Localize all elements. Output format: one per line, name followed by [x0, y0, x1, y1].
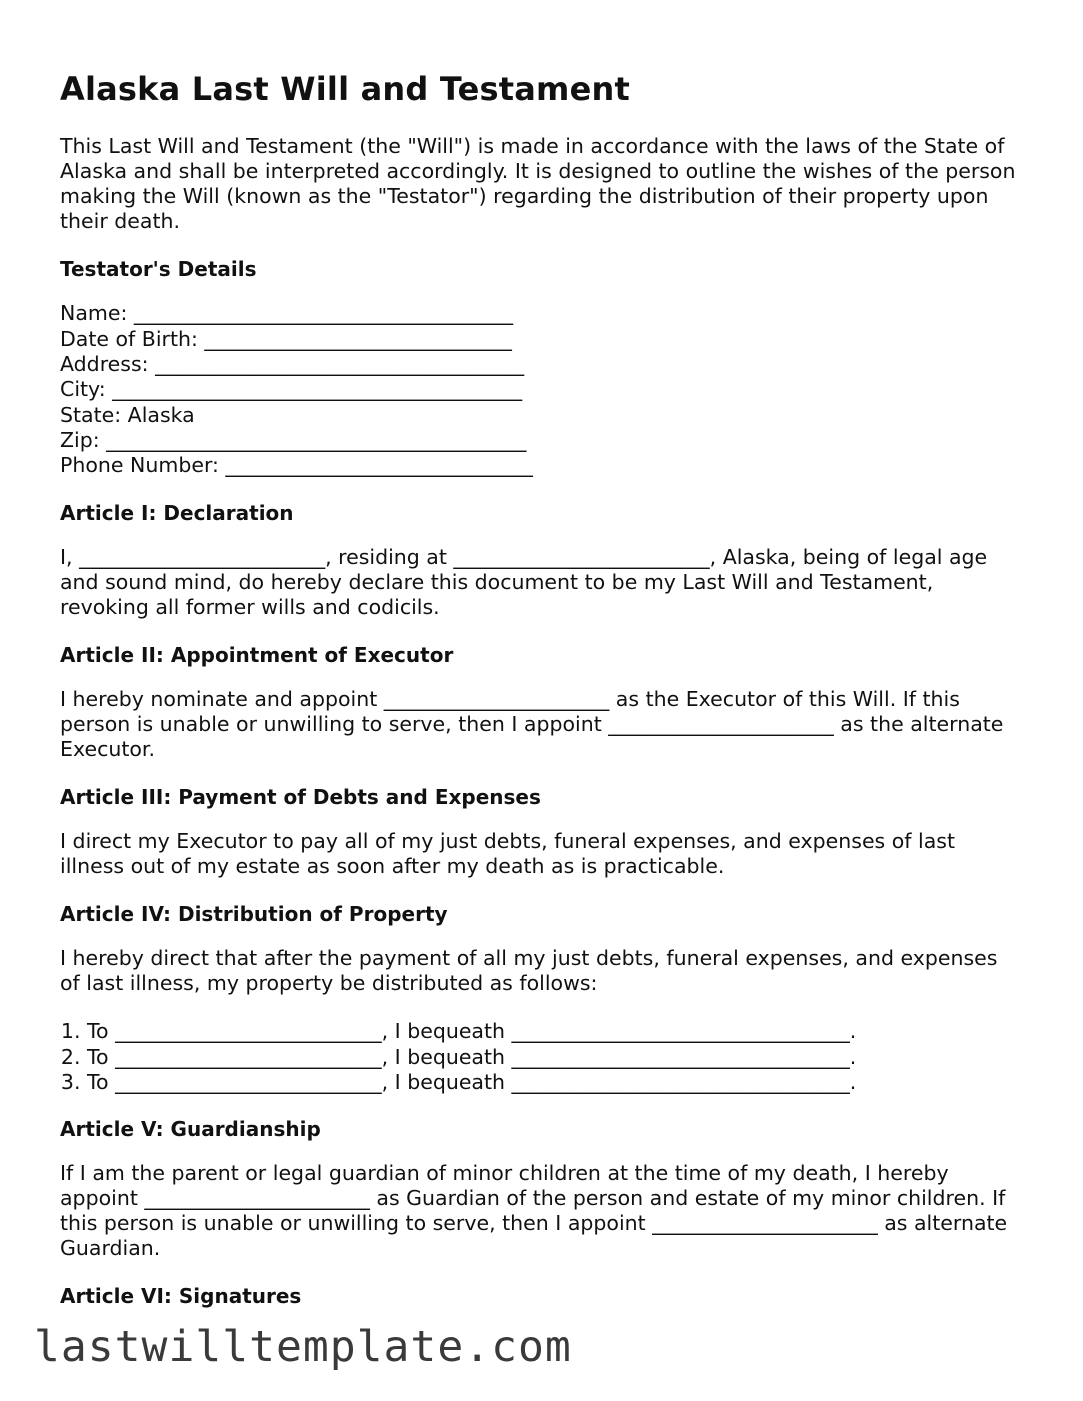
- state-field: State: Alaska: [60, 402, 195, 427]
- phone-field: Phone Number: ______________________________: [60, 453, 533, 478]
- dob-field: Date of Birth: ______________________________: [60, 326, 512, 351]
- watermark: lastwilltemplate.com: [34, 1322, 572, 1372]
- intro-paragraph: This Last Will and Testament (the "Will") is made in accordance with the laws of the State of Alaska and shall be interpreted accordingly. It is designed to outline the wishes of the person making the Will (known as the "Testator") regarding the distribution of their property upon their death.: [60, 134, 1016, 234]
- bequest-item: 2. To __________________________, I bequeath _________________________________.: [87, 1045, 1020, 1070]
- testator-details: [60, 301, 1020, 478]
- article-6-heading: Article VI: Signatures: [60, 1284, 302, 1309]
- article-3-heading: Article III: Payment of Debts and Expenses: [60, 785, 541, 810]
- article-2-heading: Article II: Appointment of Executor: [60, 643, 454, 668]
- article-5-heading: Article V: Guardianship: [60, 1117, 321, 1142]
- article-4-heading: Article IV: Distribution of Property: [60, 902, 448, 927]
- city-field: City: ________________________________________: [60, 377, 523, 402]
- bequest-item: 3. To __________________________, I bequeath _________________________________.: [87, 1070, 1020, 1095]
- address-field: Address: ____________________________________: [60, 351, 525, 376]
- name-field: Name: _____________________________________: [60, 301, 514, 326]
- document-title: Alaska Last Will and Testament: [60, 70, 630, 108]
- article-4-text: I hereby direct that after the payment of all my just debts, funeral expenses, and expenses of last illness, my property be distributed as follows:: [60, 946, 998, 996]
- article-5-text: If I am the parent or legal guardian of minor children at the time of my death, I hereby appoint ______________________ as Guardian of the person and estate of my minor children. If this person is unable or unwilling to serve, then I appoint ______________________ as alternate Guardian.: [60, 1161, 1008, 1261]
- article-3-text: I direct my Executor to pay all of my just debts, funeral expenses, and expenses of last illness out of my estate as soon after my death as is practicable.: [60, 829, 956, 879]
- bequest-list: [60, 1019, 1020, 1095]
- article-2-text: I hereby nominate and appoint ______________________ as the Executor of this Will. If this person is unable or unwilling to serve, then I appoint ______________________ as the alternate Executor.: [60, 687, 1004, 762]
- testator-heading: Testator's Details: [60, 257, 257, 282]
- document-page: [60, 70, 1020, 1328]
- article-1-text: I, ________________________, residing at _________________________, Alaska, being of legal age and sound mind, do hereby declare this document to be my Last Will and Testament, revoking all former wills and codicils.: [60, 545, 988, 620]
- bequest-item: 1. To __________________________, I bequeath _________________________________.: [87, 1019, 1020, 1044]
- article-1-heading: Article I: Declaration: [60, 501, 294, 526]
- zip-field: Zip: _________________________________________: [60, 427, 527, 452]
